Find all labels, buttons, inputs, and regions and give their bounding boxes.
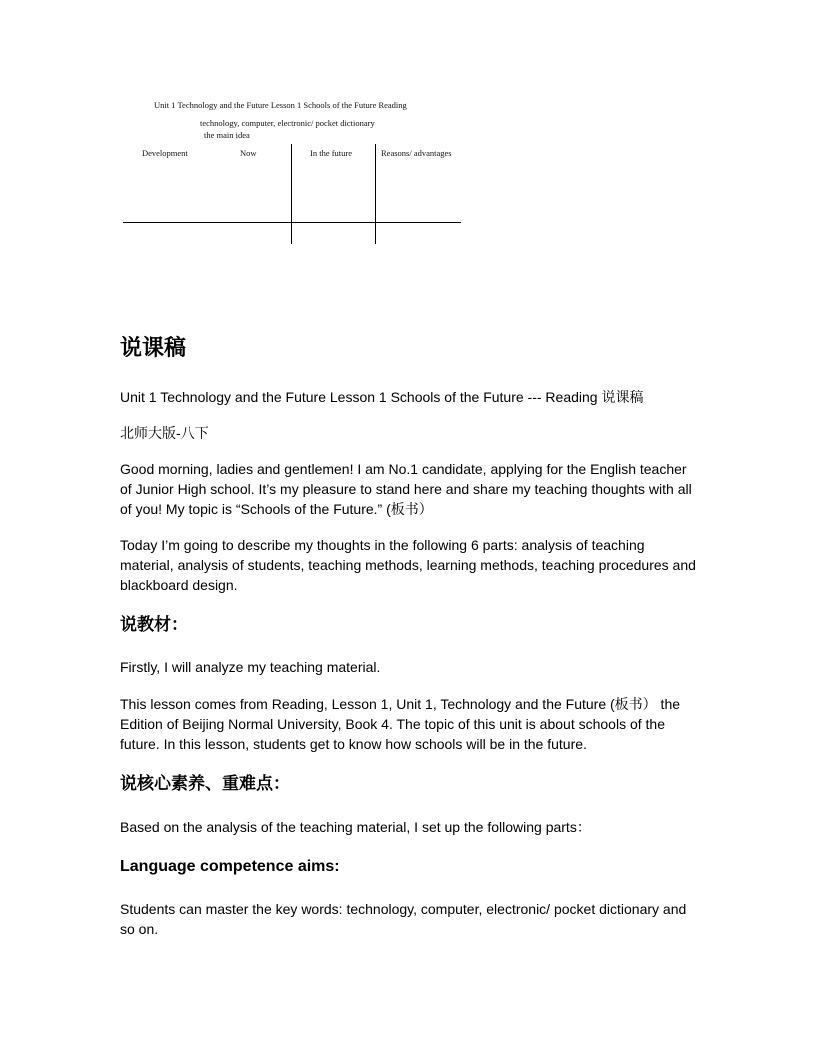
intro-paragraph-2: Today I’m going to describe my thoughts in the following 6 parts: analysis of teaching material, analysis of students, teaching methods, learning methods, teaching procedures and blackboard design. [120, 537, 696, 593]
board-main-idea: the main idea [204, 130, 250, 140]
board-col-future: In the future [310, 148, 353, 158]
board-col-reasons: Reasons/ advantages [381, 148, 452, 158]
document-title: 说课稿 [120, 336, 187, 361]
material-paragraph-1: Firstly, I will analyze my teaching material. [120, 659, 381, 675]
document-subtitle: Unit 1 Technology and the Future Lesson 1 Schools of the Future --- Reading 说课稿 [120, 389, 644, 405]
board-keywords: technology, computer, electronic/ pocket dictionary [200, 118, 375, 128]
board-title-line: Unit 1 Technology and the Future Lesson 1 Schools of the Future Reading [154, 100, 407, 110]
board-col-now: Now [240, 148, 257, 158]
edition-label: 北师大版-八下 [120, 426, 209, 442]
competence-paragraph-1: Based on the analysis of the teaching material, I set up the following parts： [120, 819, 591, 835]
blackboard-sketch [120, 98, 465, 248]
board-divider-1 [291, 144, 292, 244]
intro-paragraph-1: Good morning, ladies and gentlemen! I am No.1 candidate, applying for the English teacher of Junior High school. It’s my pleasure to stand here and share my teaching thoughts with all of you! My topic is “Schools of the Future.” (板书） [120, 461, 692, 517]
material-paragraph-2: This lesson comes from Reading, Lesson 1, Unit 1, Technology and the Future (板书） the Edition of Beijing Normal University, Book 4. The topic of this unit is about schools of the future. In this lesson, students get to know how schools will be in the future. [120, 696, 681, 752]
language-aims-paragraph: Students can master the key words: technology, computer, electronic/ pocket dictionary and so on. [120, 901, 687, 937]
board-baseline [123, 222, 461, 223]
board-divider-2 [375, 144, 376, 244]
section-heading-material: 说教材： [120, 615, 188, 635]
board-col-development: Development [142, 148, 188, 158]
section-heading-competence: 说核心素养、重难点： [120, 774, 290, 794]
subsection-heading-language-aims: Language competence aims: [120, 858, 340, 875]
